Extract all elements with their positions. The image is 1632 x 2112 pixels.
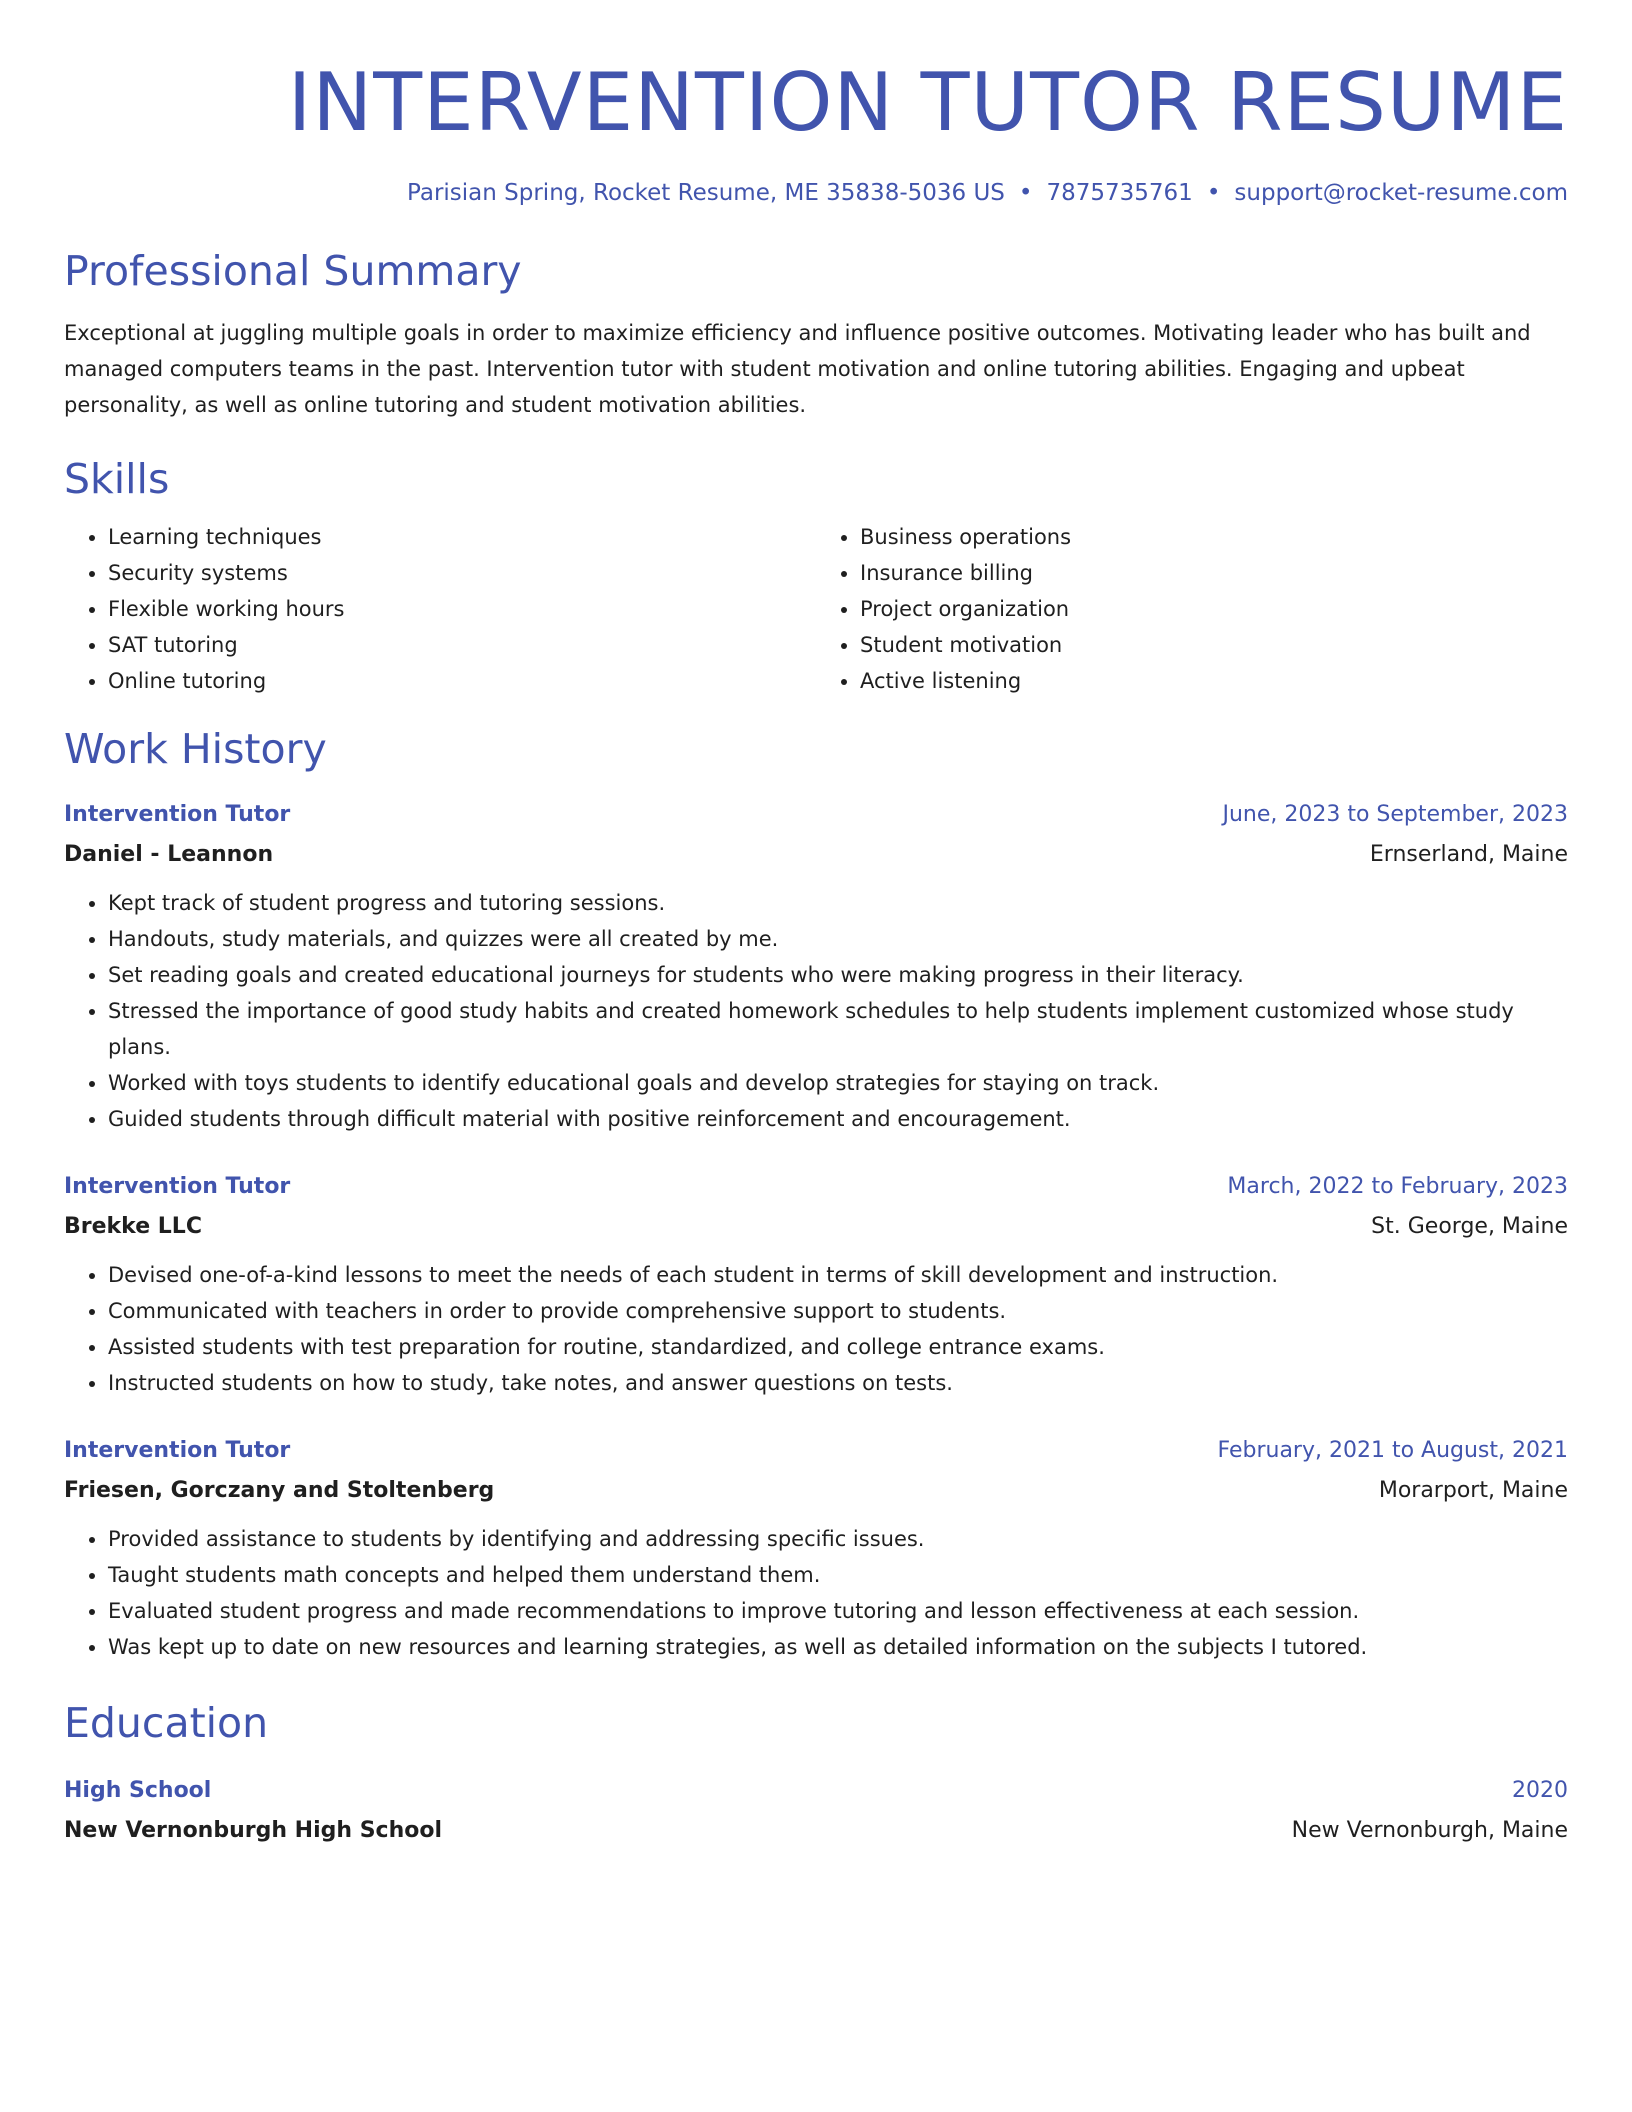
skills-heading: Skills	[64, 455, 170, 503]
education-heading: Education	[64, 1699, 269, 1747]
job-header	[64, 1167, 1568, 1207]
job-bullet: • Communicated with teachers in order to provide comprehensive support to students.	[108, 1293, 1568, 1329]
skills-list	[64, 519, 1568, 699]
skill-item: • Student motivation	[860, 627, 1568, 663]
job-entry	[64, 1167, 1568, 1401]
job-bullets	[64, 885, 1568, 1137]
job-bullet: • Provided assistance to students by identifying and addressing specific issues.	[108, 1521, 1568, 1557]
job-bullet: • Devised one-of-a-kind lessons to meet the needs of each student in terms of skill development and instruction.	[108, 1257, 1568, 1293]
contact-phone: 7875735761	[1046, 180, 1193, 206]
job-bullet: • Guided students through difficult material with positive reinforcement and encouragement.	[108, 1101, 1568, 1137]
skill-item: • Online tutoring	[108, 663, 816, 699]
job-bullet: • Handouts, study materials, and quizzes were all created by me.	[108, 921, 1568, 957]
skill-item: • Learning techniques	[108, 519, 816, 555]
skill-item: • SAT tutoring	[108, 627, 816, 663]
job-company: Daniel - Leannon	[64, 842, 274, 867]
job-bullets	[64, 1257, 1568, 1401]
job-header	[64, 1431, 1568, 1471]
skill-item: • Project organization	[860, 591, 1568, 627]
skills-column-right	[816, 519, 1568, 699]
job-role: Intervention Tutor	[64, 1174, 291, 1199]
job-bullet: • Worked with toys students to identify educational goals and develop strategies for staying on track.	[108, 1065, 1568, 1101]
job-entry	[64, 795, 1568, 1137]
job-bullets	[64, 1521, 1568, 1665]
job-bullet: • Was kept up to date on new resources and learning strategies, as well as detailed information on the subjects I tutored.	[108, 1629, 1568, 1665]
skill-item: • Flexible working hours	[108, 591, 816, 627]
education-degree: High School	[64, 1778, 212, 1803]
job-bullet: • Stressed the importance of good study habits and created homework schedules to help students implement customized whose study plans.	[108, 993, 1568, 1065]
job-role: Intervention Tutor	[64, 1438, 291, 1463]
job-dates: June, 2023 to September, 2023	[1222, 802, 1568, 827]
education-location: New Vernonburgh, Maine	[1291, 1818, 1568, 1843]
education-entry	[64, 1771, 1568, 1851]
job-company: Brekke LLC	[64, 1214, 202, 1239]
job-bullet: • Instructed students on how to study, take notes, and answer questions on tests.	[108, 1365, 1568, 1401]
contact-separator: •	[1206, 180, 1221, 206]
job-bullet: • Evaluated student progress and made recommendations to improve tutoring and lesson effectiveness at each session.	[108, 1593, 1568, 1629]
resume-header	[64, 50, 1568, 208]
job-subheader	[64, 1207, 1568, 1247]
work-history-heading: Work History	[64, 725, 327, 773]
skill-item: • Security systems	[108, 555, 816, 591]
skill-item: • Business operations	[860, 519, 1568, 555]
contact-email: support@rocket-resume.com	[1234, 180, 1568, 206]
job-dates: March, 2022 to February, 2023	[1227, 1174, 1568, 1199]
job-bullet: • Kept track of student progress and tutoring sessions.	[108, 885, 1568, 921]
job-header	[64, 795, 1568, 835]
job-location: St. George, Maine	[1371, 1214, 1568, 1239]
summary-text: Exceptional at juggling multiple goals in order to maximize efficiency and influence positive outcomes. Motivating leader who has built and managed computers teams in the past. Intervention tutor with student motivation and online tutoring abilities. Engaging and upbeat personality, as well as online tutoring and student motivation abilities.	[64, 321, 1531, 417]
job-bullet: • Taught students math concepts and helped them understand them.	[108, 1557, 1568, 1593]
contact-separator: •	[1018, 180, 1033, 206]
education-header	[64, 1771, 1568, 1811]
job-subheader	[64, 1471, 1568, 1511]
job-location: Morarport, Maine	[1378, 1478, 1568, 1503]
job-subheader	[64, 835, 1568, 875]
job-location: Ernserland, Maine	[1369, 842, 1568, 867]
skills-column-left	[64, 519, 816, 699]
education-school: New Vernonburgh High School	[64, 1818, 443, 1843]
job-entry	[64, 1431, 1568, 1665]
job-company: Friesen, Gorczany and Stoltenberg	[64, 1478, 495, 1503]
job-bullet: • Assisted students with test preparation for routine, standardized, and college entrance exams.	[108, 1329, 1568, 1365]
skill-item: • Active listening	[860, 663, 1568, 699]
summary-heading: Professional Summary	[64, 247, 522, 295]
education-subheader	[64, 1811, 1568, 1851]
contact-line	[64, 178, 1568, 208]
contact-address: Parisian Spring, Rocket Resume, ME 35838-5036 US	[407, 180, 1005, 206]
education-year: 2020	[1512, 1778, 1568, 1803]
job-bullet: • Set reading goals and created educational journeys for students who were making progress in their literacy.	[108, 957, 1568, 993]
job-dates: February, 2021 to August, 2021	[1217, 1438, 1568, 1463]
job-role: Intervention Tutor	[64, 802, 291, 827]
resume-title: INTERVENTION TUTOR RESUME	[287, 56, 1568, 149]
skill-item: • Insurance billing	[860, 555, 1568, 591]
